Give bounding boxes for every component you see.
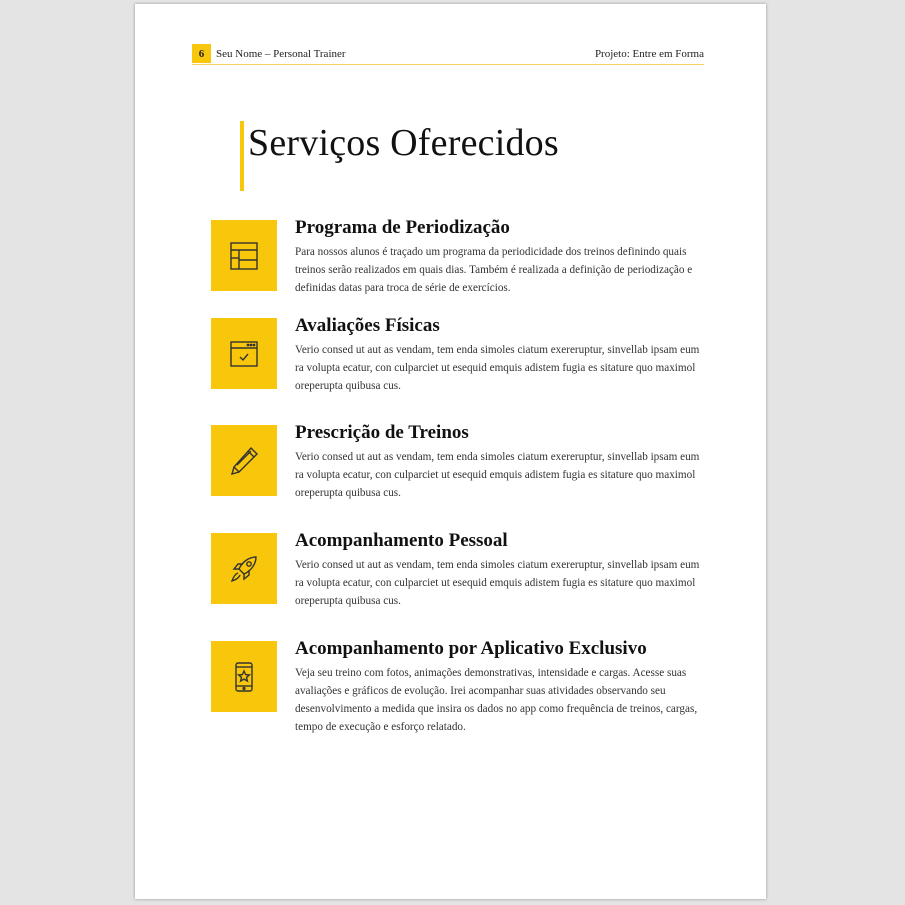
- document-page: [135, 4, 766, 899]
- service-description: Para nossos alunos é traçado um programa da periodicidade dos treinos definindo quais treinos serão realizados em quais dias. Também é realizada a definição de periodização e definidas datas para troca de série de exercícios.: [295, 246, 693, 294]
- service-description: Verio consed ut aut as vendam, tem enda simoles ciatum exereruptur, sinvellab ipsam eum ra volupta ecatur, con culparciet ut esequid emquis adistem fugia es sitature quo maximol oreperupta quibusa cus.: [295, 451, 700, 499]
- service-title: Acompanhamento por Aplicativo Exclusivo: [295, 638, 647, 659]
- service-title: Programa de Periodização: [295, 217, 510, 238]
- title-accent-bar: [240, 121, 244, 191]
- page-number-badge: 6: [192, 44, 211, 63]
- pencil-icon: [227, 444, 261, 478]
- service-description: Verio consed ut aut as vendam, tem enda simoles ciatum exereruptur, sinvellab ipsam eum ra volupta ecatur, con culparciet ut esequid emquis adistem fugia es sitature quo maximol oreperupta quibusa cus.: [295, 344, 700, 392]
- header-author: Seu Nome – Personal Trainer: [216, 48, 346, 60]
- service-title: Avaliações Físicas: [295, 315, 440, 336]
- service-icon-box: [211, 425, 277, 496]
- service-icon-box: [211, 641, 277, 712]
- service-icon-box: [211, 318, 277, 389]
- service-title: Prescrição de Treinos: [295, 422, 469, 443]
- layout-icon: [227, 239, 261, 273]
- browser-check-icon: [227, 337, 261, 371]
- service-icon-box: [211, 220, 277, 291]
- header-project: Projeto: Entre em Forma: [594, 48, 704, 60]
- service-description: Veja seu treino com fotos, animações demonstrativas, intensidade e cargas. Acesse suas avaliações e gráficos de evolução. Irei acompanhar suas atividades observando seu desenvolvimento a medida que insira os dados no app como frequência de treinos, cargas, tempo de execução e esforço relatado.: [295, 667, 698, 733]
- page-title: Serviços Oferecidos: [248, 122, 559, 164]
- service-description: Verio consed ut aut as vendam, tem enda simoles ciatum exereruptur, sinvellab ipsam eum ra volupta ecatur, con culparciet ut esequid emquis adistem fugia es sitature quo maximol oreperupta quibusa cus.: [295, 559, 700, 607]
- rocket-icon: [227, 552, 261, 586]
- service-icon-box: [211, 533, 277, 604]
- smartphone-star-icon: [227, 660, 261, 694]
- page-header: [192, 44, 704, 65]
- service-title: Acompanhamento Pessoal: [295, 530, 508, 551]
